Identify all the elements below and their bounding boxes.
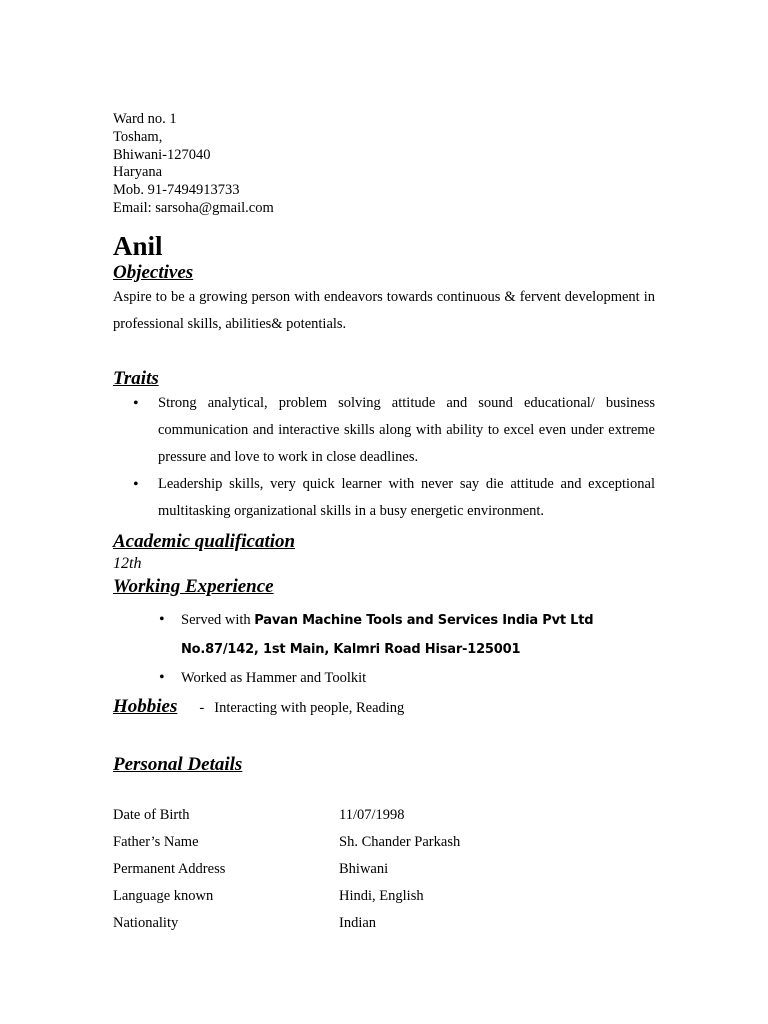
table-row	[113, 802, 460, 829]
traits-list	[113, 390, 655, 525]
detail-value: Sh. Chander Parkash	[339, 833, 461, 850]
table-row	[113, 910, 460, 937]
detail-label: Father’s Name	[113, 833, 199, 850]
detail-value: 11/07/1998	[339, 806, 405, 823]
detail-value: Indian	[339, 914, 377, 931]
work-item	[181, 606, 655, 664]
address-state: Haryana	[113, 164, 163, 181]
resume-page	[113, 111, 655, 937]
detail-value: Bhiwani	[339, 860, 389, 877]
hobbies-row	[113, 696, 655, 718]
trait-item: • Strong analytical, problem solving attitude and sound educational/ business communication and interactive skills along with ability to excel even under extreme pressure and love to work in close deadlines.	[158, 390, 655, 471]
company-name: Pavan Machine Tools and Services India Pvt Ltd No.87/142, 1st Main, Kalmri Road Hisar-125001	[181, 612, 594, 657]
hobbies-heading: Hobbies	[113, 695, 178, 717]
objectives-heading: Objectives	[113, 261, 194, 283]
address-mobile: Mob. 91-7494913733	[113, 182, 240, 199]
hobbies-dash: -	[199, 699, 205, 716]
address-email: Email: sarsoha@gmail.com	[113, 199, 274, 216]
table-row	[113, 883, 460, 910]
table-row	[113, 856, 460, 883]
address-town: Tosham,	[113, 128, 163, 145]
work-heading: Working Experience	[113, 575, 274, 597]
trait-item: • Leadership skills, very quick learner with never say die attitude and exceptional multitasking organizational skills in a busy energetic environment.	[158, 471, 655, 525]
address-block	[113, 111, 655, 218]
hobbies-text: Interacting with people, Reading	[214, 699, 405, 716]
objectives-text: Aspire to be a growing person with endeavors towards continuous & fervent development in professional skills, abilities& potentials.	[113, 288, 655, 332]
academic-value: 12th	[113, 554, 142, 572]
personal-heading: Personal Details	[113, 753, 243, 775]
candidate-name: Anil	[113, 230, 163, 261]
detail-value: Hindi, English	[339, 887, 424, 904]
detail-label: Nationality	[113, 914, 179, 931]
table-row	[113, 829, 460, 856]
address-ward: Ward no. 1	[113, 111, 177, 127]
address-city: Bhiwani-127040	[113, 146, 211, 163]
work-item-prefix: Served with	[181, 611, 255, 628]
traits-heading: Traits	[113, 367, 159, 389]
academic-heading: Academic qualification	[113, 530, 296, 552]
detail-label: Date of Birth	[113, 806, 190, 823]
work-list	[113, 606, 655, 692]
personal-details-table	[113, 802, 460, 937]
detail-label: Permanent Address	[113, 860, 226, 877]
detail-label: Language known	[113, 887, 214, 904]
work-item: • Worked as Hammer and Toolkit	[181, 664, 655, 692]
